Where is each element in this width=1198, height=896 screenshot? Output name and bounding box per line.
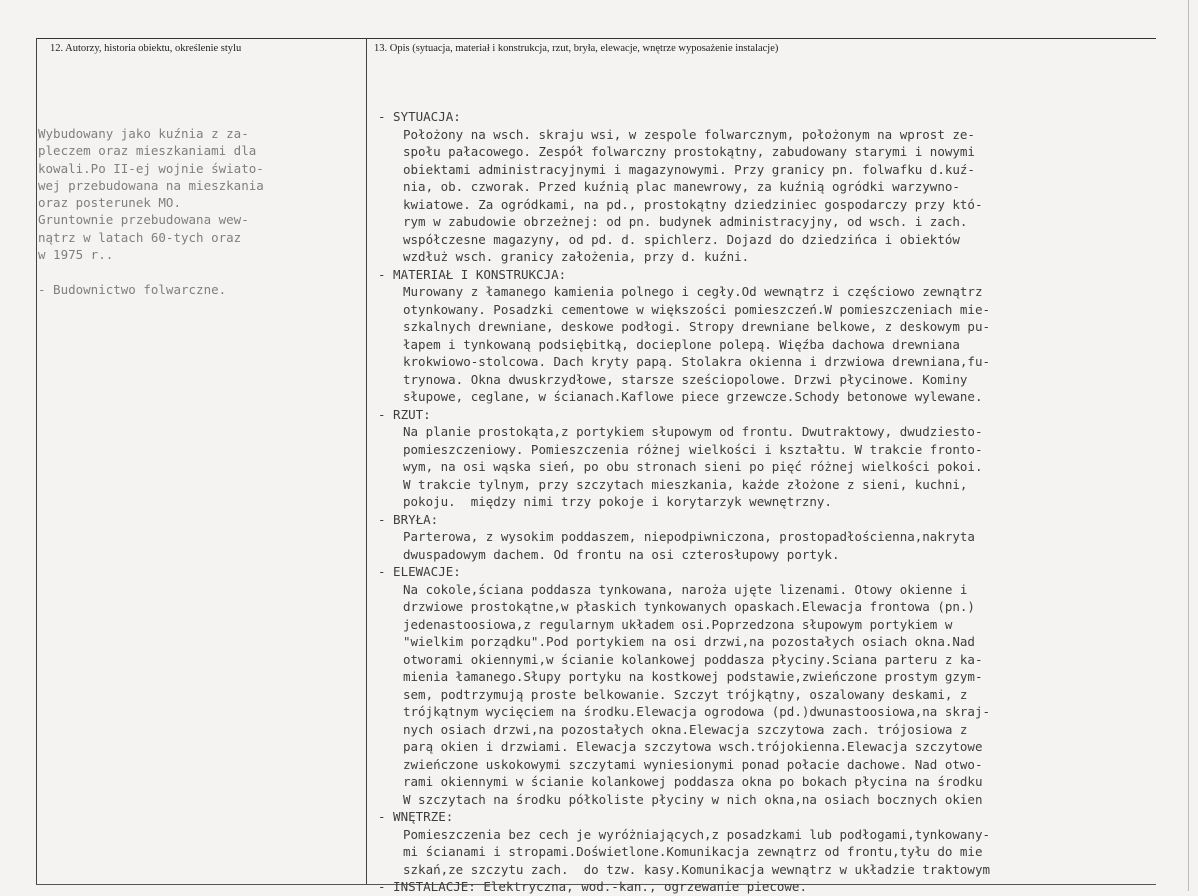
section-line: dwuspadowym dachem. Od frontu na osi czterosłupowy portyk.: [403, 546, 840, 562]
history-text: [38, 125, 363, 263]
section-line: nych osiach drzwi,na pozostałych okna.Elewacja szczytowa zach. trójosiowa z: [403, 721, 968, 737]
history-line: wej przebudowana na mieszkania: [38, 177, 264, 193]
header-description: 13. Opis (sytuacja, materiał i konstrukcja, rzut, bryła, elewacje, wnętrze wyposażenie instalacje): [374, 43, 779, 54]
section: [378, 108, 1198, 266]
section-line: trójkątnym wycięciem na środku.Elewacja ogrodowa (pd.)dwunastoosiowa,na skraj-: [403, 704, 990, 719]
section: [378, 563, 1198, 808]
section-line: otynkowany. Posadzki cementowe w większości pomieszczeń.W pomieszczeniach mie-: [403, 301, 990, 317]
section-body: [378, 826, 1198, 879]
section-body: [378, 528, 1198, 563]
description-column: [378, 108, 1198, 896]
section: [378, 266, 1198, 406]
section-line: wzdłuż wsch. granicy założenia, przy d. kuźni.: [403, 249, 750, 264]
section-body: [378, 283, 1198, 406]
section: [378, 808, 1198, 878]
section-line: szkań,ze szczytu zach. do tzw. kasy.Komunikacja wewnątrz w układzie traktowym: [403, 861, 990, 877]
section-title: - RZUT:: [378, 406, 431, 422]
section-line: nia, ob. czworak. Przed kuźnią plac manewrowy, za kuźnią ogródki warzywno-: [403, 179, 960, 194]
section-line: Parterowa, z wysokim poddaszem, niepodpiwniczona, prostopadłościenna,nakryta: [403, 529, 975, 544]
section-line: mi ścianami i stropami.Doświetlone.Komunikacja zewnątrz od frontu,tyłu do mie: [403, 844, 983, 859]
section-line: W trakcie tylnym, przy szczytach mieszkania, każde złożone z sieni, kuchni,: [403, 476, 968, 492]
section-title: - INSTALACJE:: [378, 879, 476, 894]
section-line: otworami okiennymi,w ścianie kolankowej poddasza płyciny.Sciana parteru z ka-: [403, 651, 983, 667]
section-title: - SYTUACJA:: [378, 109, 461, 124]
section-line: "wielkim porządku".Pod portykiem na osi drzwi,na pozostałych osiach okna.Nad: [403, 634, 975, 649]
history-line: pleczem oraz mieszkaniami dla: [38, 143, 257, 159]
section-line: Pomieszczenia bez cech je wyróżniających,z posadzkami lub podłogami,tynkowany-: [403, 826, 990, 842]
section-line: obiektami administracyjnymi i magazynowymi. Przy granicy pn. folwafku d.kuź-: [403, 161, 975, 177]
section-body: [378, 581, 1198, 809]
section-line: społu pałacowego. Zespół folwarczny prostokątny, zabudowany starymi i nowymi: [403, 144, 975, 159]
section-line: mienia łamanego.Słupy portyku na kostkowej podstawie,zwieńczone prostym gzym-: [403, 669, 983, 684]
header-authors-history: 12. Autorzy, historia obiektu, określenie stylu: [50, 43, 242, 54]
section-line: kwiatowe. Za ogródkami, na pd., prostokątny dziedziniec gospodarczy przy któ-: [403, 196, 983, 212]
section-line: jedenastoosiowa,z regularnym układem osi.Poprzedzona słupowym portykiem w: [403, 616, 953, 632]
section: [378, 511, 1198, 564]
spacer: [38, 263, 363, 280]
section-body: [378, 423, 1198, 511]
history-line: oraz posterunek MO.: [38, 195, 181, 211]
top-rule: [36, 38, 1156, 39]
section-line: łapem i tynkowaną podsiębitką, docieplone polepą. Więźba dachowa drewniana: [403, 336, 960, 352]
history-line: kowali.Po II-ej wojnie świato-: [38, 160, 264, 176]
section-instalacje: [378, 878, 1198, 896]
section-line: współczesne magazyny, od pd. d. spichlerz. Dojazd do dziedzińca i obiektów: [403, 231, 960, 247]
section-title: - WNĘTRZE:: [378, 809, 454, 824]
section-title: - ELEWACJE:: [378, 564, 461, 579]
history-line: Wybudowany jako kuźnia z za-: [38, 126, 249, 141]
section-line: zwieńczone uskokowymi szczytami wyniesionymi ponad połacie dachowe. Nad otwo-: [403, 756, 983, 772]
history-column: [38, 125, 363, 298]
section-title: - MATERIAŁ I KONSTRUKCJA:: [378, 266, 567, 282]
style-note: - Budownictwo folwarczne.: [38, 281, 227, 297]
section-line: wym, na osi wąska sień, po obu stronach sieni po pięć różnej wielkości pokoi.: [403, 459, 983, 474]
history-line: Gruntownie przebudowana wew-: [38, 212, 249, 228]
section-line: słupowe, ceglane, w ścianach.Kaflowe piece grzewcze.Schody betonowe wylewane.: [403, 389, 983, 404]
section-line: W szczytach na środku półkoliste płyciny w nich okna,na osiach bocznych okien: [403, 791, 983, 807]
section: [378, 406, 1198, 511]
section-inline-text: Elektryczna, wod.-kan., ogrzewanie piecowe.: [483, 879, 807, 894]
section-line: sem, podtrzymują proste belkowanie. Szczyt trójkątny, oszalowany deskami, z: [403, 686, 968, 702]
section-line: rami okiennymi w ścianie kolankowej poddasza okna po bokach płycina na środku: [403, 774, 983, 789]
history-line: nątrz w latach 60-tych oraz: [38, 229, 242, 245]
section-body: [378, 126, 1198, 266]
section-line: drzwiowe prostokątne,w płaskich tynkowanych opaskach.Elewacja frontowa (pn.): [403, 599, 975, 614]
section-line: pokoju. między nimi trzy pokoje i korytarzyk wewnętrzny.: [403, 494, 832, 509]
section-line: krokwiowo-stolcowa. Dach kryty papą. Stolakra okienna i drzwiowa drewniana,fu-: [403, 354, 990, 369]
section-line: szkalnych drewniane, deskowe podłogi. Stropy drewniane belkowe, z deskowym pu-: [403, 319, 990, 334]
section-line: rym w zabudowie obrzeżnej: od pn. budynek administracyjny, od wsch. i zach.: [403, 214, 968, 229]
section-line: parą okien i drzwiami. Elewacja szczytowa wsch.trójokienna.Elewacja szczytowe: [403, 739, 983, 754]
section-line: Na cokole,ściana poddasza tynkowana, naroża ujęte lizenami. Otowy okienne i: [403, 581, 968, 597]
column-divider: [366, 38, 367, 884]
history-line: w 1975 r..: [38, 247, 114, 263]
section-line: Murowany z łamanego kamienia polnego i cegły.Od wewnątrz i częściowo zewnątrz: [403, 284, 983, 299]
section-line: trynowa. Okna dwuskrzydłowe, starsze sześciopolowe. Drzwi płycinowe. Kominy: [403, 371, 968, 387]
section-line: pomieszczeniowy. Pomieszczenia różnej wielkości i kształtu. W trakcie fronto-: [403, 441, 983, 457]
left-border: [36, 38, 37, 884]
section-line: Położony na wsch. skraju wsi, w zespole folwarcznym, położonym na wprost ze-: [403, 126, 975, 142]
section-title: - BRYŁA:: [378, 511, 439, 527]
section-line: Na planie prostokąta,z portykiem słupowym od frontu. Dwutraktowy, dwudziesto-: [403, 424, 983, 439]
